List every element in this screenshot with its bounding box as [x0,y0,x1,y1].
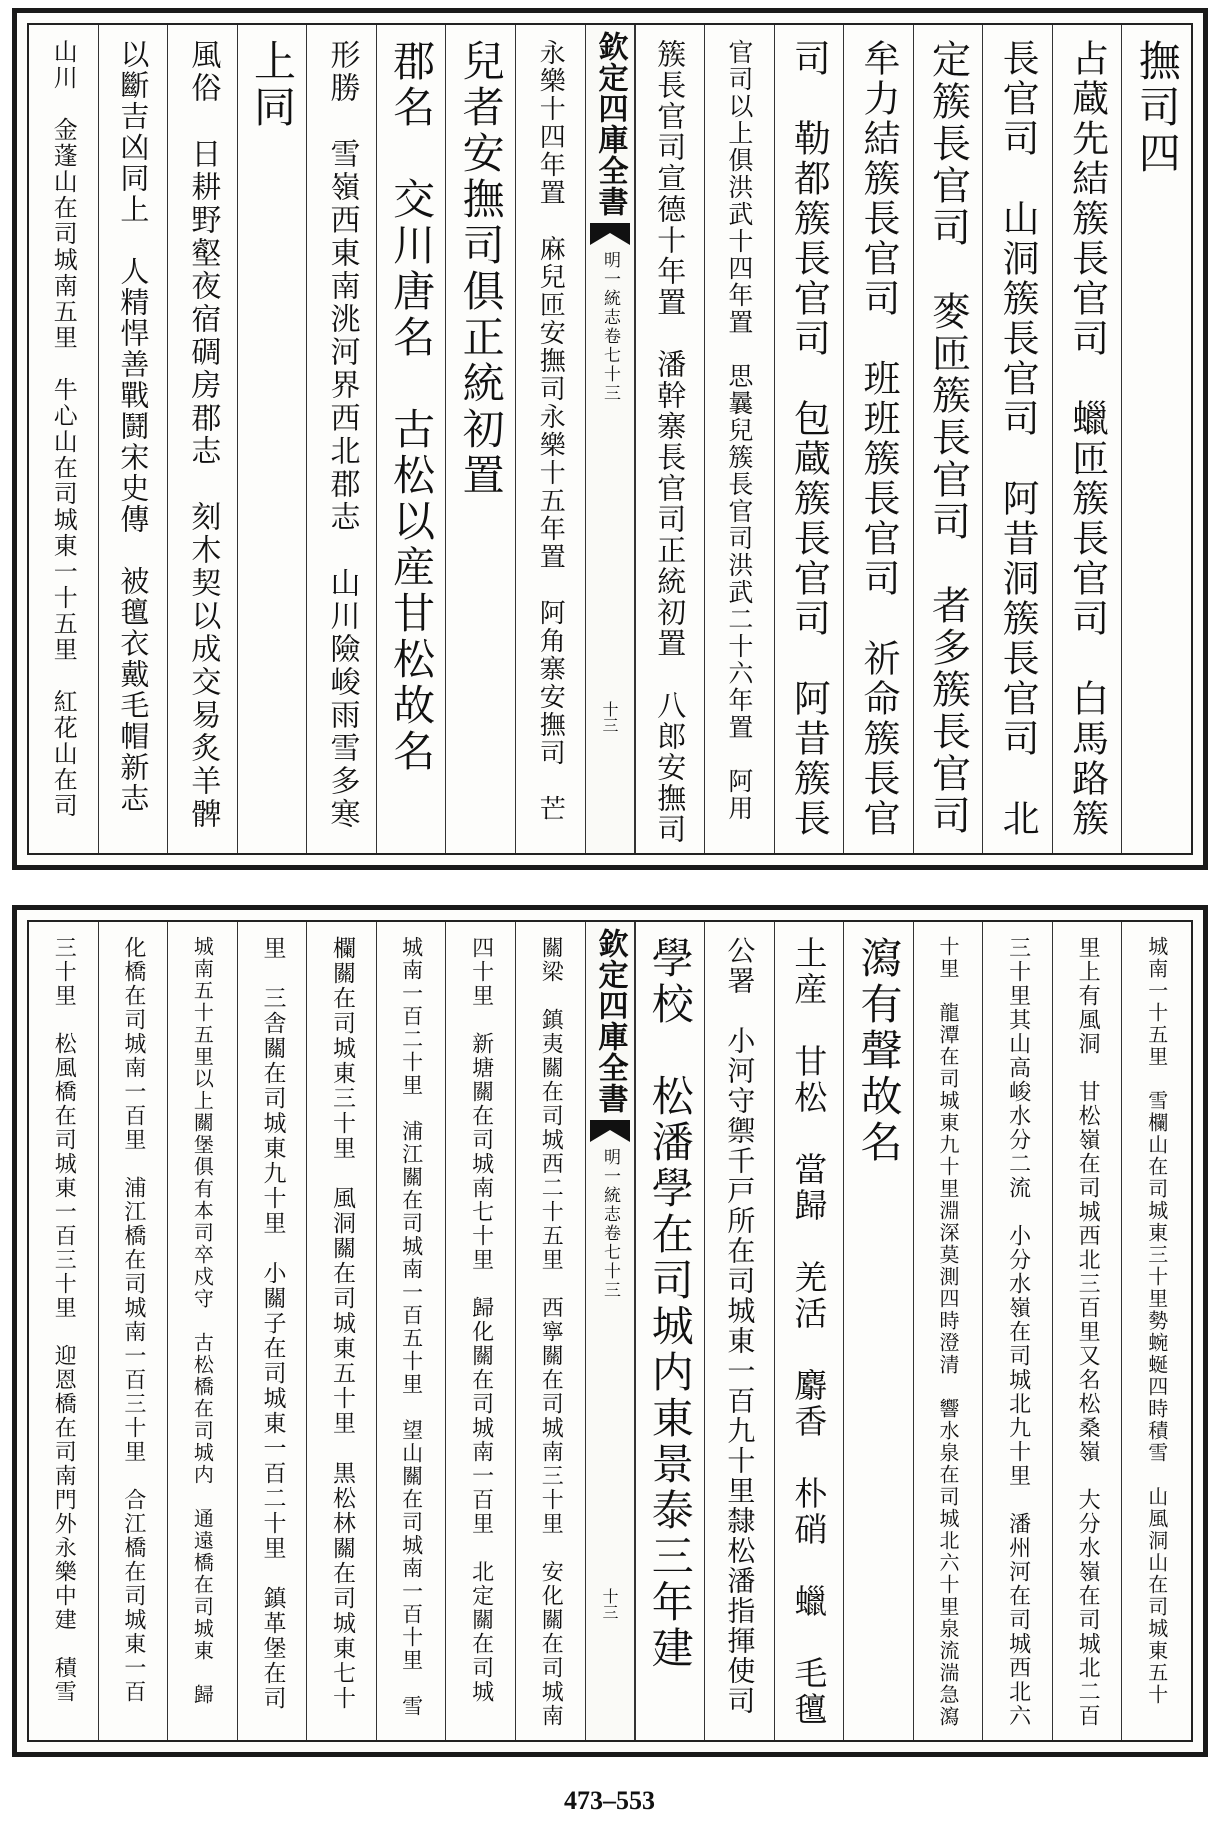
text-column: 城南五十五里以上關堡俱有本司卒戍守 古松橋在司城内 通遠橋在司城東 歸 [167,922,237,1740]
text-column: 土産 甘松 當歸 羌活 麝香 朴硝 蠟 毛氊 [774,922,844,1740]
text-column: 牟力結簇長官司 班班簇長官司 祈命簇長官 [843,25,913,853]
fishtail-mark-icon [590,223,630,245]
leaf-number: 十三 [600,701,619,733]
center-margin [585,922,635,1740]
text-column: 形勝 雪嶺西東南洮河界西北郡志 山川險峻雨雪多寒 [306,25,376,853]
book-title: 欽定四庫全書 [592,928,628,1114]
fishtail-mark-icon [590,1120,630,1142]
text-column: 山川 金蓬山在司城南五里 牛心山在司城東一十五里 紅花山在司 [49,39,78,819]
page-panel-bottom [12,905,1208,1757]
text-column: 占蔵先結簇長官司 蠟匝簇長官司 白馬路簇 [1052,25,1122,853]
text-column: 三十里 松風橋在司城東一百三十里 迎恩橋在司南門外永樂中建 積雪 [51,936,77,1704]
text-column: 里 三舎關在司城東九十里 小關子在司城東一百二十里 鎮革堡在司 [237,922,307,1740]
text-column: 城南一百二十里 浦江關在司城南一百五十里 望山關在司城南一百十里 雪 [376,922,446,1740]
text-column: 里上有風洞 甘松嶺在司城西北三百里又名松桑嶺 大分水嶺在司城北二百 [1052,922,1122,1740]
text-column: 公署 小河守禦千戸所在司城東一百九十里隸松潘指揮使司 [704,922,774,1740]
volume-label: 卷七十三 [600,1224,620,1300]
text-column: 郡名 交川唐名 古松以産甘松故名 [376,25,446,853]
text-column: 司 勒都簇長官司 包蔵簇長官司 阿昔簇長 [774,25,844,853]
text-column: 化橋在司城南一百里 浦江橋在司城南一百三十里 合江橋在司城東一百 [98,922,168,1740]
book-subtitle: 明一統志 [600,1148,620,1224]
page-panel-top [12,8,1208,870]
text-column: 風俗 日耕野壑夜宿碉房郡志 刻木契以成交易炙羊髀 [167,25,237,853]
text-column: 撫司四 [1121,25,1191,853]
center-margin [585,25,635,853]
text-column: 簇長官司宣德十年置 潘幹寨長官司正統初置 八郎安撫司 [635,25,705,853]
text-block-top [27,23,1193,855]
text-column: 上同 [237,25,307,853]
text-column: 城南一十五里 雪欄山在司城東三十里勢蜿蜒四時積雪 山風洞山在司城東五十 [1121,922,1191,1740]
text-column: 兒者安撫司俱正統初置 [445,25,515,853]
text-column: 永樂十四年置 麻兒匝安撫司永樂十五年置 阿角寨安撫司 芒 [515,25,585,853]
text-column: 學校 松潘學在司城内東景泰三年建 [635,922,705,1740]
page-number: 473–553 [564,1786,655,1815]
text-block-bottom [27,920,1193,1742]
text-column: 欄關在司城東三十里 風洞關在司城東五十里 黒松林關在司城東七十 [306,922,376,1740]
text-column: 定簇長官司 麥匝簇長官司 者多簇長官司 [913,25,983,853]
text-column: 關梁 鎮夷關在司城西二十五里 西寧關在司城南三十里 安化關在司城南 [515,922,585,1740]
text-column: 四十里 新塘關在司城南七十里 歸化關在司城南一百里 北定關在司城 [445,922,515,1740]
text-column: 十里 龍潭在司城東九十里淵深莫測四時澄清 響水泉在司城北六十里泉流湍急瀉 [913,922,983,1740]
book-title: 欽定四庫全書 [592,31,628,217]
book-subtitle: 明一統志 [600,251,620,327]
text-column: 瀉有聲故名 [843,922,913,1740]
text-column: 以斷吉凶同上 人精悍善戰鬪宋史傳 被氊衣戴毛帽新志 [98,25,168,853]
text-column: 長官司 山洞簇長官司 阿昔洞簇長官司 北 [982,25,1052,853]
text-column: 官司以上俱洪武十四年置 思曩兒簇長官司洪武二十六年置 阿用 [704,25,774,853]
volume-label: 卷七十三 [600,327,620,403]
leaf-number: 十三 [600,1588,619,1620]
text-column: 三十里其山高峻水分二流 小分水嶺在司城北九十里 潘州河在司城西北六 [982,922,1052,1740]
